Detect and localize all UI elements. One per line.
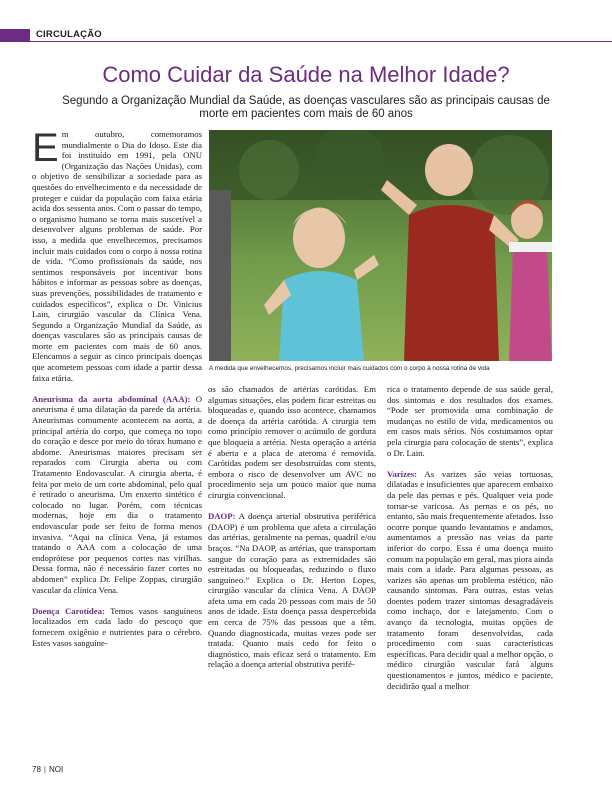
- daop-text: A doença arterial obstrutiva periférica (DAOP) é um problema que afeta a circulação das artérias, geralmente na pernas, quadril e/ou braços. “Na DAOP, as artérias, que transportam sangue do coração para as extremidades são estreitadas ou bloqueadas, reduzindo o fluxo sanguíneo.” Explica o Dr. Herton Lopes, cirurgião vascular da clínica Vena. A DAOP afeta uma em cada 20 pessoas com mais de 50 anos de idade. Esta doença passa despercebida em cerca de 75% das pessoas que a têm. Quando diagnosticada, muitas vezes pode ser tratada. Quanto mais cedo for feito o diagnóstico, mais eficaz será o tratamento. Em relação a doença arterial obstrutiva perifé-: [208, 511, 376, 670]
- aneurisma-heading: Aneurisma da aorta abdominal (AAA):: [32, 393, 191, 404]
- section-label: CIRCULAÇÃO: [36, 29, 102, 40]
- varizes-text: As varizes são veias tortuosas, dilatadas e insuficientes que aparecem embaixo da pele das pernas e pés. Qualquer veia pode tornar-se varicosa. As pernas e os pés, no entanto, são mais frequentemente afetados. Isso ocorre porque quando levantamos e andamos, aumentamos a pressão nas veias da parte inferior do corpo. Essa é uma doença muito comum na população em geral, mas piora ainda mais com a idade. Para algumas pessoas, as varizes são apenas um problema estético, não causando sintomas. Para outras, estas veias doentes podem trazer sintomas desagradáveis como inchaço, dor e latejamento. Com o avanço da tecnologia, muitas opções de tratamento foram desenvolvidas, cada procedimento com suas características específicas. Para decidir qual a melhor opção, o médico cirurgião vascular fará alguns questionamentos e juntos, médico e paciente, decidirão qual a melhor: [387, 468, 553, 691]
- text-column-2: [208, 384, 376, 681]
- section-color-bar: [0, 29, 30, 41]
- carotidea-text: Temos vasos sanguíneos localizados em cada lado do pescoço que fornecem oxigênio e nutrientes para o cérebro. Estes vasos sanguíne-: [32, 605, 202, 648]
- magazine-name: NOI: [48, 765, 64, 774]
- varizes-heading: Varizes:: [387, 468, 418, 479]
- varizes-paragraph: [387, 469, 553, 691]
- aneurisma-text: O aneurisma é uma dilatação da parede da artéria. Aneurismas comumente acontecem na aorta, a principal artéria do corpo, que começa no topo do coração e desce por meio do tórax humano e abdome. Aneurismas maiores precisam ser reparados com Cirurgia aberta ou com Tratamento Endovascular. A cirurgia aberta, é feita por meio de um corte abdominal, pelo qual é retirado o aneurisma. Um enxerto sintético é colocado no lugar. Porém, com técnicas modernas, hoje em dia o tratamento endovascular pode ser feito de forma menos invasiva. “Aqui na clínica Vena, já estamos tratando o AAA com a colocação de uma endoprótese por pequenos cortes nas virilhas. Dessa forma, não é necessário fazer cortes no abdomen” explica Dr. Felipe Zoppas, cirurgião vascular da clínica Vena.: [32, 393, 202, 595]
- carotidea-heading: Doença Carotídea:: [32, 605, 105, 616]
- carotidea-continued: os são chamados de artérias carótidas. Em algumas situações, elas podem ficar estreitas ou bloqueadas e, quando isso acontece, chamamos de doença da artéria carótida. A cirurgia tem como princípio remover o acúmulo de gordura que bloqueia a artéria. Nesta operação a artéria é aberta e a placa de ateroma é removida. Carótidas podem ser desobstruídas com stents, embora o risco de desenvolver um AVC no procedimento seja um pouco maior que numa cirurgia convencional.: [208, 384, 376, 500]
- text-column-1: [32, 126, 202, 659]
- footer-separator: |: [43, 765, 46, 774]
- page-footer: [32, 765, 63, 775]
- daop-paragraph: [208, 511, 376, 670]
- daop-continued: rica o tratamento depende de sua saúde geral, dos sintomas e dos resultados dos exames. “Pode ser promovida uma combinação de mudanças no estilo de vida, medicamentos ou em casos mais sérios. Nós costumamos optar pela cirurgia para colocação de stents”, explica o Dr. Lain.: [387, 384, 553, 458]
- section-rule: [0, 41, 612, 42]
- seniors-exercising-illustration: [209, 130, 552, 361]
- carotidea-paragraph: [32, 606, 202, 648]
- text-column-3: [387, 384, 553, 702]
- article-photo: [209, 130, 552, 361]
- intro-text: m outubro, comemoramos mundialmente o Dia do Idoso. Este dia foi instituído em 1991, pela ONU (Organização das Nações Unidas), com o objetivo de sensibilizar a sociedade para as questões do envelhecimento e da necessidade de proteger e cuidar da população com faixa etária acida dos sessenta anos. Com o passar do tempo, o organismo humano se torna mais suscetível a desenvolver alguns problemas de saúde. Por isso, a medida que envelhecemos, precisamos incluir mais cuidados com o corpo à nossa rotina de vida. “Como profissionais da saúde, nos sentimos responsáveis por incentivar bons hábitos e informar as pessoas sobre as doenças, suas prevenções, possibilidades de tratamento e cuidados específicos”, explica o Dr. Vinicius Lain, cirurgião vascular da Clínica Vena. Segundo a Organização Mundial da Saúde, as doenças vasculares são as principais causas de morte em pacientes com mais de 60 anos. Elencamos a seguir as cinco principais doenças que acometem pessoas com idade a partir dessa faixa etária.: [32, 129, 202, 383]
- article-subtitle: Segundo a Organização Mundial da Saúde, as doenças vasculares são as principais causas de morte em pacientes com mais de 60 anos: [62, 95, 550, 120]
- aneurisma-paragraph: [32, 394, 202, 595]
- article-title: Como Cuidar da Saúde na Melhor Idade?: [102, 62, 510, 87]
- page-number: 78: [32, 765, 41, 774]
- intro-paragraph: [32, 126, 202, 383]
- photo-caption: A medida que envelhecemos, precisamos incluir mais cuidados com o corpo à nossa rotina de vida: [209, 365, 490, 372]
- dropcap: E: [32, 126, 59, 170]
- daop-heading: DAOP:: [208, 511, 236, 522]
